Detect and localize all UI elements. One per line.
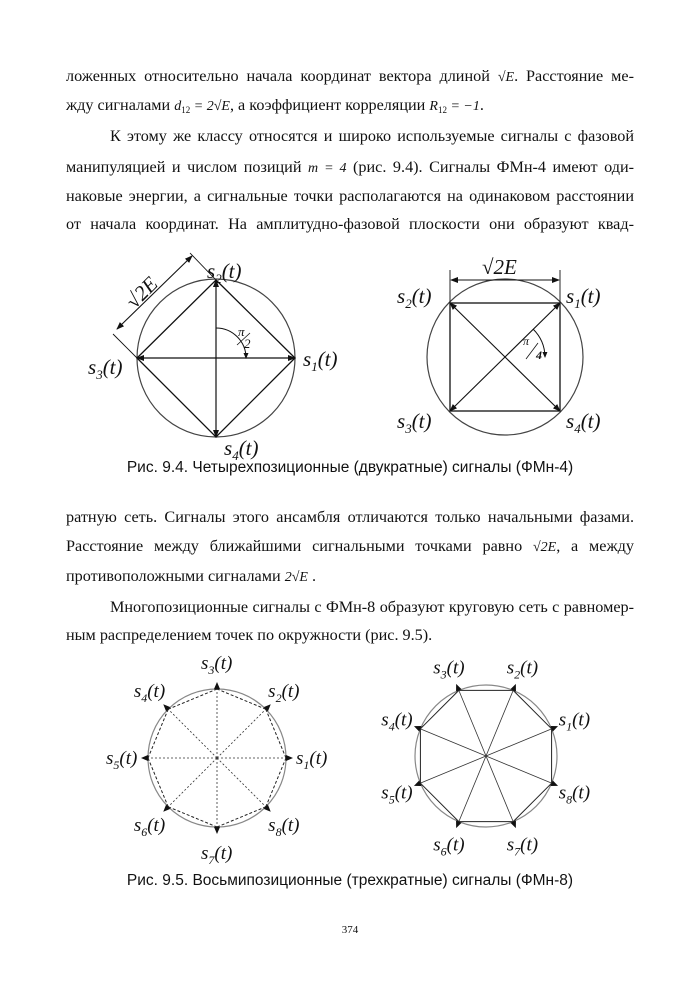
text: жду сигналами (66, 96, 171, 114)
label-s5: $s_5(t)$ (106, 748, 138, 772)
math-sqrt-e: √E (497, 70, 515, 85)
label-side-length: √2E (120, 271, 163, 314)
text: . (479, 96, 484, 114)
octagon-edge (217, 689, 266, 709)
label-angle-den: 2 (244, 336, 251, 351)
label-s2: $s_2(t)$ (397, 284, 432, 311)
math-subscript: 12 (181, 105, 191, 115)
label-s1: $s_1(t)$ (566, 284, 601, 311)
arrowhead (161, 805, 170, 814)
vector-s3 (450, 357, 505, 411)
octagon-edge (266, 758, 286, 807)
label-s7: $s_7(t)$ (201, 843, 233, 867)
octagon-edge (513, 783, 551, 821)
label-s1: $s_1(t)$ (296, 748, 328, 772)
label-side-length: √2E (482, 255, 517, 279)
arrowhead (286, 755, 293, 761)
text: Расстояние между ближайшими сигнальными точками равно (66, 537, 523, 555)
p3-line1: ратную сеть. Сигналы этого ансамбля отличаются только начальными фазами. (66, 508, 634, 526)
label-s2: $s_2(t)$ (506, 657, 539, 682)
p2-line1: К этому же классу относятся и широко используемые сигналы с фазовой (110, 127, 634, 145)
label-angle-den: 4 (536, 348, 542, 362)
label-s6: $s_6(t)$ (133, 815, 166, 840)
math-sqrt-2e: √2E (532, 540, 557, 555)
math-subscript: 12 (437, 105, 447, 115)
arrowhead (264, 702, 273, 711)
label-s4: $s_4(t)$ (566, 409, 601, 436)
label-s7: $s_7(t)$ (506, 834, 539, 859)
p4-line2: ным распределением точек по окружности (рис. 9.5). (66, 626, 433, 644)
label-s1: $s_1(t)$ (558, 709, 591, 734)
label-s2: $s_2(t)$ (268, 680, 300, 705)
label-s3: $s_3(t)$ (397, 409, 432, 436)
fig95-caption: Рис. 9.5. Восьмипозиционные (трехкратные) сигналы (ФМн-8) (126, 872, 574, 889)
p2-line4: от начала координат. На амплитудно-фазовой плоскости они образуют квад- (66, 215, 634, 233)
vector-s1 (505, 303, 560, 357)
text: , а между (556, 537, 634, 555)
fig95-right (381, 657, 590, 858)
label-angle-num: π (523, 334, 530, 348)
label-s4: $s_4(t)$ (224, 436, 259, 463)
octagon-edge (513, 690, 551, 728)
label-s8: $s_8(t)$ (268, 815, 300, 840)
p3-line3 (66, 566, 634, 588)
octagon-edge (217, 807, 266, 827)
label-s3: $s_3(t)$ (201, 653, 233, 677)
math-expr: = 2√E (190, 99, 230, 114)
label-s1: $s_1(t)$ (303, 347, 338, 374)
vector-s2 (450, 303, 505, 357)
fig94-right (427, 270, 583, 435)
math-m4: m = 4 (308, 161, 347, 176)
text: ложенных относительно начала координат вектора длиной (66, 67, 490, 85)
arrowhead (214, 682, 220, 689)
octagon-edge (420, 690, 458, 728)
p3-line2 (66, 536, 634, 558)
arrowhead (141, 755, 148, 761)
arrowhead (161, 702, 170, 711)
p2-line3: наковые энергии, а сигнальные точки располагаются на одинаковом расстоянии (66, 187, 634, 205)
label-s4: $s_4(t)$ (133, 680, 166, 705)
vector-s8 (217, 758, 266, 807)
fig94-left-labels (88, 259, 338, 463)
vector-s2 (217, 709, 266, 758)
label-s2: $s_2(t)$ (207, 259, 242, 286)
fig94-caption: Рис. 9.4. Четырехпозиционные (двукратные) сигналы (ФМн-4) (126, 459, 574, 476)
label-s6: $s_6(t)$ (433, 834, 465, 859)
text: , а коэффициент корреляции (229, 96, 426, 114)
arrowhead (264, 805, 273, 814)
label-s3: $s_3(t)$ (88, 355, 123, 382)
page-number: 374 (341, 924, 359, 936)
math-symbol: R (429, 99, 438, 114)
text: . (311, 567, 317, 585)
label-s5: $s_5(t)$ (381, 782, 413, 807)
label-s3: $s_3(t)$ (433, 657, 465, 682)
vector-s4 (505, 357, 560, 411)
p4-line1: Многопозиционные сигналы с ФМн-8 образуют круговую сеть с равномер- (110, 598, 634, 616)
octagon-edge (148, 758, 168, 807)
label-angle-num: π (238, 324, 245, 339)
arrowhead (214, 827, 220, 834)
octagon-edge (168, 689, 217, 709)
octagon-edge (420, 783, 458, 821)
vector-s6 (168, 758, 217, 807)
text: манипуляцией и числом позиций (66, 158, 302, 176)
octagon-edge (266, 709, 286, 758)
label-s4: $s_4(t)$ (381, 709, 413, 734)
text: противоположными сигналами (66, 567, 281, 585)
text: (рис. 9.4). Сигналы ФМн-4 имеют оди- (353, 158, 634, 176)
fig95-left (106, 653, 327, 867)
label-s8: $s_8(t)$ (558, 782, 591, 807)
math-expr: = −1 (446, 99, 480, 114)
octagon-edge (148, 709, 168, 758)
math-symbol: d (174, 99, 182, 114)
octagon-edge (168, 807, 217, 827)
vector-s4 (168, 709, 217, 758)
text: . Расстояние ме- (514, 67, 634, 85)
math-2-sqrt-e: 2√E (284, 570, 308, 585)
